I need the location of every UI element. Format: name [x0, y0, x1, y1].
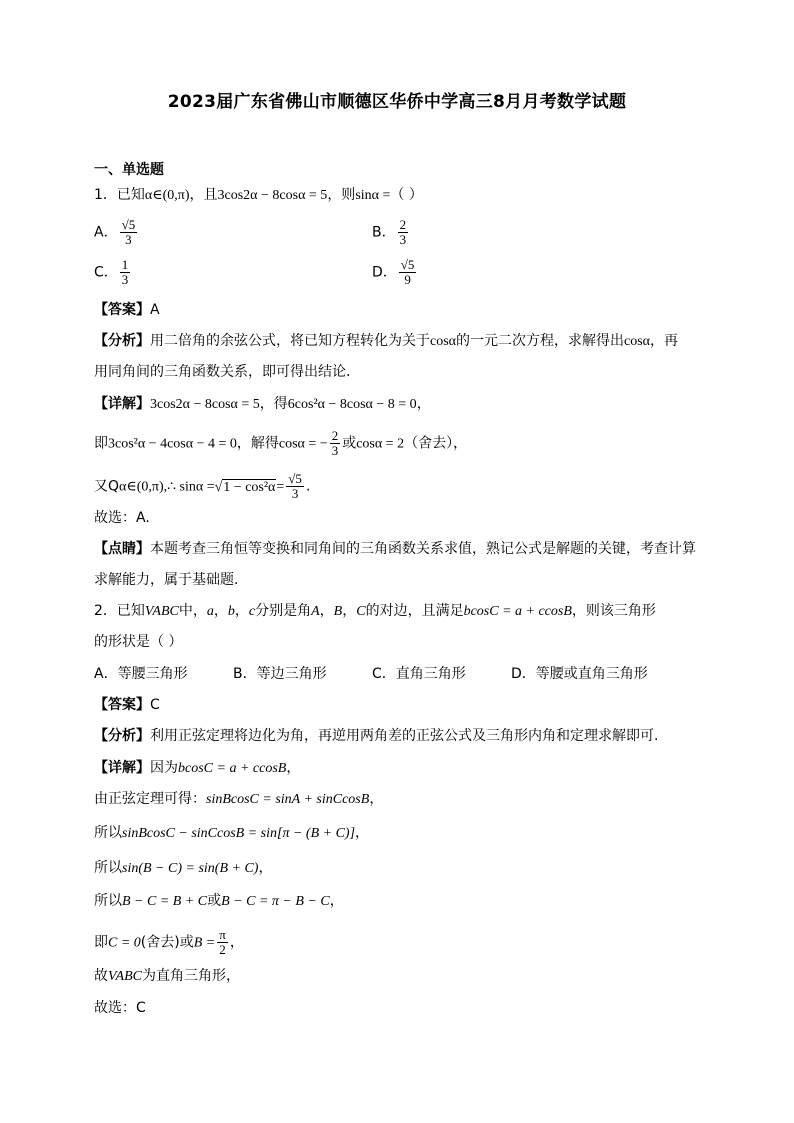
analysis-text: 的一元二次方程，求解得出	[456, 333, 624, 349]
separator: ，	[342, 603, 357, 619]
answer-value: A	[150, 302, 160, 318]
fraction	[330, 429, 341, 458]
q1-detail-line-1	[94, 394, 431, 415]
analysis-text: ，再	[650, 333, 678, 349]
q1-option-a	[94, 218, 139, 247]
q2-detail-line-4	[94, 858, 272, 879]
formula: bcosC = a + ccosB	[463, 604, 572, 619]
answer-tag: 【答案】	[94, 697, 150, 713]
q2-option-c: C．直角三角形	[372, 666, 466, 682]
q2-detail-line-7	[94, 966, 240, 987]
formula: C = 0	[108, 935, 141, 951]
formula: sin(B − C) = sin(B + C)	[122, 861, 259, 876]
detail-text: ，	[329, 893, 344, 909]
detail-text: .	[305, 478, 311, 495]
formula: sinBcosC − sinCcosB = sin[π − (B + C)]	[122, 826, 356, 841]
radicand: 1 − cos²α	[223, 479, 276, 495]
detail-text: ，解得	[236, 435, 279, 452]
side-c: c	[248, 604, 256, 619]
detail-text: 即	[94, 435, 108, 452]
q2-stem-line-1	[94, 601, 656, 622]
q2-detail-line-6	[94, 928, 244, 957]
q2-option-a: A．等腰三角形	[94, 666, 188, 682]
side-a: a	[206, 604, 214, 619]
fraction-denominator: 3	[121, 272, 129, 287]
formula: bcosC = a + ccosB	[178, 761, 287, 776]
detail-text: 故	[94, 968, 108, 984]
analysis-tag: 【分析】	[94, 333, 150, 349]
detail-text: 所以	[94, 893, 122, 909]
separator: ，	[213, 603, 228, 619]
fraction-denominator: 2	[219, 942, 226, 957]
q1-stem-a: 1．已知	[94, 187, 145, 203]
angle-b: B	[333, 604, 343, 619]
cos-alpha: cosα	[624, 334, 650, 349]
q1-option-b	[372, 218, 410, 247]
detail-tag: 【详解】	[94, 760, 150, 776]
option-letter: B．	[372, 224, 396, 241]
detail-text: 由正弦定理可得：	[94, 791, 206, 807]
option-letter: D．	[372, 264, 397, 281]
formula: B =	[193, 935, 216, 951]
q1-stem-c: ，则	[327, 187, 356, 203]
detail-tag: 【详解】	[94, 396, 150, 412]
q2-option-b: B．等边三角形	[233, 666, 327, 682]
stem-text: ，则该三角形	[571, 603, 656, 619]
fraction-denominator: 3	[331, 443, 339, 458]
page-title: 2023届广东省佛山市顺德区华侨中学高三8月月考数学试题	[167, 92, 627, 112]
option-fraction	[120, 218, 138, 247]
side-b: b	[227, 604, 235, 619]
detail-text: 所以	[94, 825, 122, 841]
formula: 3cos2α − 8cosα = 5	[150, 397, 260, 412]
detail-text: ，	[258, 860, 273, 876]
angle-a: A	[311, 604, 320, 619]
formula: B − C = B + C	[122, 894, 208, 909]
q2-answer	[94, 695, 160, 715]
q1-choose: 故选：A.	[94, 510, 150, 526]
sqrt-expression: √1 − cos²α	[214, 479, 276, 495]
detail-text: ，	[416, 396, 431, 412]
q2-option-d: D．等腰或直角三角形	[511, 666, 648, 682]
q2-detail-line-5	[94, 891, 344, 912]
comment-text: 本题考查三角恒等变换和同角间的三角函数关系求值，熟记公式是解题的关键，考查计算	[150, 541, 696, 557]
q1-option-c	[94, 258, 132, 287]
answer-value: C	[150, 697, 160, 713]
detail-text: ，	[369, 791, 384, 807]
q2-choose: 故选：C	[94, 1000, 146, 1016]
q1-comment-line-2: 求解能力，属于基础题.	[94, 572, 239, 588]
detail-text: ，	[355, 825, 370, 841]
detail-text: (舍去)或	[140, 934, 194, 951]
q1-stem-d: （ ）	[390, 187, 423, 203]
comment-tag: 【点睛】	[94, 541, 150, 557]
separator: ，	[319, 603, 334, 619]
q1-analysis-line-1	[94, 331, 678, 352]
q1-analysis-line-2: 用同角间的三角函数关系，即可得出结论.	[94, 364, 351, 380]
section-heading: 一、单选题	[94, 162, 164, 178]
q1-detail-line-3	[94, 472, 310, 501]
q1-cond2: 3cos2α − 8cosα = 5	[217, 188, 328, 203]
triangle-symbol: VABC	[144, 604, 179, 619]
fraction	[217, 928, 228, 957]
q2-detail-line-1	[94, 758, 300, 779]
formula: cosα = −	[278, 436, 328, 452]
fraction-numerator: π	[219, 927, 226, 942]
detail-text: ，	[286, 760, 301, 776]
option-fraction	[398, 218, 409, 247]
stem-text: 分别是角	[255, 603, 312, 619]
option-letter: A．	[94, 224, 118, 241]
formula: 6cos²α − 8cosα − 8 = 0	[287, 397, 417, 412]
option-fraction	[120, 258, 131, 287]
fraction-numerator: 1	[121, 257, 129, 272]
detail-text: ，得	[259, 396, 288, 412]
formula: B − C = π − B − C	[221, 894, 330, 909]
fraction-denominator: 3	[291, 486, 299, 501]
q1-answer	[94, 300, 160, 320]
q1-stem-b: ，且	[189, 187, 218, 203]
q1-stem	[94, 185, 423, 206]
detail-text: 或	[207, 893, 222, 909]
separator: ，	[234, 603, 249, 619]
fraction-numerator: 2	[331, 428, 339, 443]
q2-stem-line-2: 的形状是（ ）	[94, 634, 183, 650]
cos-alpha: cosα	[430, 334, 456, 349]
formula: sinBcosC = sinA + sinCcosB	[206, 792, 370, 807]
fraction-denominator: 3	[125, 232, 132, 247]
q1-detail-line-2	[94, 429, 467, 458]
formula: cosα = 2	[356, 436, 405, 452]
answer-tag: 【答案】	[94, 302, 150, 318]
q2-analysis	[94, 726, 658, 746]
stem-text: 的对边，且满足	[365, 603, 464, 619]
analysis-text: 利用正弦定理将边化为角，再逆用两角差的正弦公式及三角形内角和定理求解即可.	[150, 728, 659, 744]
option-letter: C．	[94, 264, 118, 281]
q1-comment-line-1	[94, 539, 696, 559]
fraction-numerator: 2	[399, 217, 407, 232]
fraction-numerator: √5	[400, 257, 415, 272]
formula: =	[276, 479, 285, 495]
fraction-denominator: 3	[399, 232, 407, 247]
angle-c: C	[356, 604, 366, 619]
q1-ask: sinα =	[355, 188, 391, 203]
detail-text: 因为	[150, 760, 178, 776]
analysis-tag: 【分析】	[94, 728, 150, 744]
fraction-numerator: √5	[121, 217, 136, 232]
formula: 3cos²α − 4cosα − 4 = 0	[108, 436, 237, 452]
q1-option-d	[372, 258, 418, 287]
fraction-denominator: 9	[404, 272, 411, 287]
detail-text: 为直角三角形，	[141, 968, 240, 984]
stem-text: 中，	[178, 603, 207, 619]
fraction	[286, 472, 304, 501]
detail-text: 或	[342, 435, 357, 452]
q2-detail-line-2	[94, 789, 383, 810]
detail-text: 又Q	[94, 478, 120, 495]
stem-text: 2．已知	[94, 603, 145, 619]
fraction-numerator: √5	[288, 471, 302, 486]
triangle-symbol: VABC	[108, 969, 142, 984]
analysis-text: 用二倍角的余弦公式，将已知方程转化为关于	[150, 333, 430, 349]
option-fraction	[399, 258, 417, 287]
q1-cond1: α∈(0,π)	[144, 188, 190, 203]
detail-text: 所以	[94, 860, 122, 876]
q2-detail-line-3	[94, 823, 369, 844]
formula: α∈(0,π),∴ sinα =	[119, 479, 215, 495]
detail-text: ，	[229, 934, 244, 951]
detail-text: （舍去），	[404, 435, 468, 452]
detail-text: 即	[94, 934, 108, 951]
